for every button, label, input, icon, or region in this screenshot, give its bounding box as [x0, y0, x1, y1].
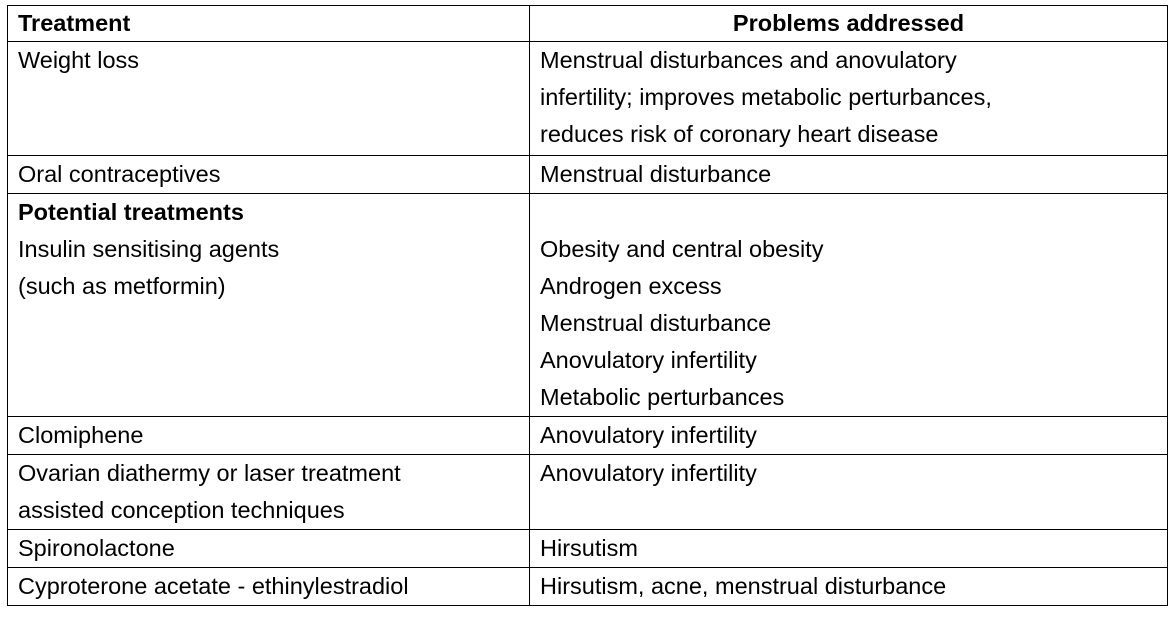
problems-text: Hirsutism: [540, 535, 638, 561]
treatment-text: Weight loss: [18, 47, 140, 73]
treatment-text: Ovarian diathermy or laser treatment: [18, 460, 401, 486]
problems-cell: [530, 568, 1168, 606]
treatment-cell: [8, 156, 530, 194]
treatment-cell: [8, 42, 530, 156]
header-treatment: Treatment: [8, 6, 530, 42]
treatment-table: [7, 5, 1168, 606]
problems-text: Anovulatory infertility: [540, 347, 757, 373]
problems-cell: [530, 455, 1168, 530]
problems-cell: [530, 194, 1168, 417]
problems-cell: [530, 530, 1168, 568]
table-row: [8, 194, 1168, 417]
treatment-cell: [8, 455, 530, 530]
treatment-text: Clomiphene: [18, 422, 144, 448]
table-row: [8, 42, 1168, 156]
table-row: [8, 455, 1168, 530]
table-row: [8, 568, 1168, 606]
problems-text: reduces risk of coronary heart disease: [540, 121, 939, 147]
table-row: [8, 530, 1168, 568]
problems-text: Anovulatory infertility: [540, 422, 757, 448]
problems-text: Menstrual disturbances and anovulatory: [540, 47, 957, 73]
treatment-text: Spironolactone: [18, 535, 175, 561]
problems-text: Menstrual disturbance: [540, 310, 772, 336]
problems-text: infertility; improves metabolic perturbances,: [540, 84, 992, 110]
treatment-text: (such as metformin): [18, 273, 226, 299]
table-row: [8, 156, 1168, 194]
treatment-text: assisted conception techniques: [18, 497, 345, 523]
treatment-text: Oral contraceptives: [18, 161, 221, 187]
problems-text: Anovulatory infertility: [540, 460, 757, 486]
problems-cell: [530, 417, 1168, 455]
spacer: [540, 194, 1167, 231]
problems-text: Menstrual disturbance: [540, 161, 772, 187]
header-problems-addressed: Problems addressed: [530, 6, 1168, 42]
problems-text: Obesity and central obesity: [540, 236, 824, 262]
treatment-text: Cyproterone acetate - ethinylestradiol: [18, 573, 409, 599]
treatment-cell: [8, 194, 530, 417]
problems-text: Hirsutism, acne, menstrual disturbance: [540, 573, 947, 599]
treatment-cell: [8, 530, 530, 568]
treatment-cell: [8, 568, 530, 606]
problems-cell: [530, 156, 1168, 194]
treatment-text: Insulin sensitising agents: [18, 236, 280, 262]
header-row: [8, 6, 1168, 42]
table-row: [8, 417, 1168, 455]
section-subheading: Potential treatments: [18, 199, 244, 225]
treatment-cell: [8, 417, 530, 455]
problems-cell: [530, 42, 1168, 156]
problems-text: Metabolic perturbances: [540, 384, 785, 410]
problems-text: Androgen excess: [540, 273, 722, 299]
